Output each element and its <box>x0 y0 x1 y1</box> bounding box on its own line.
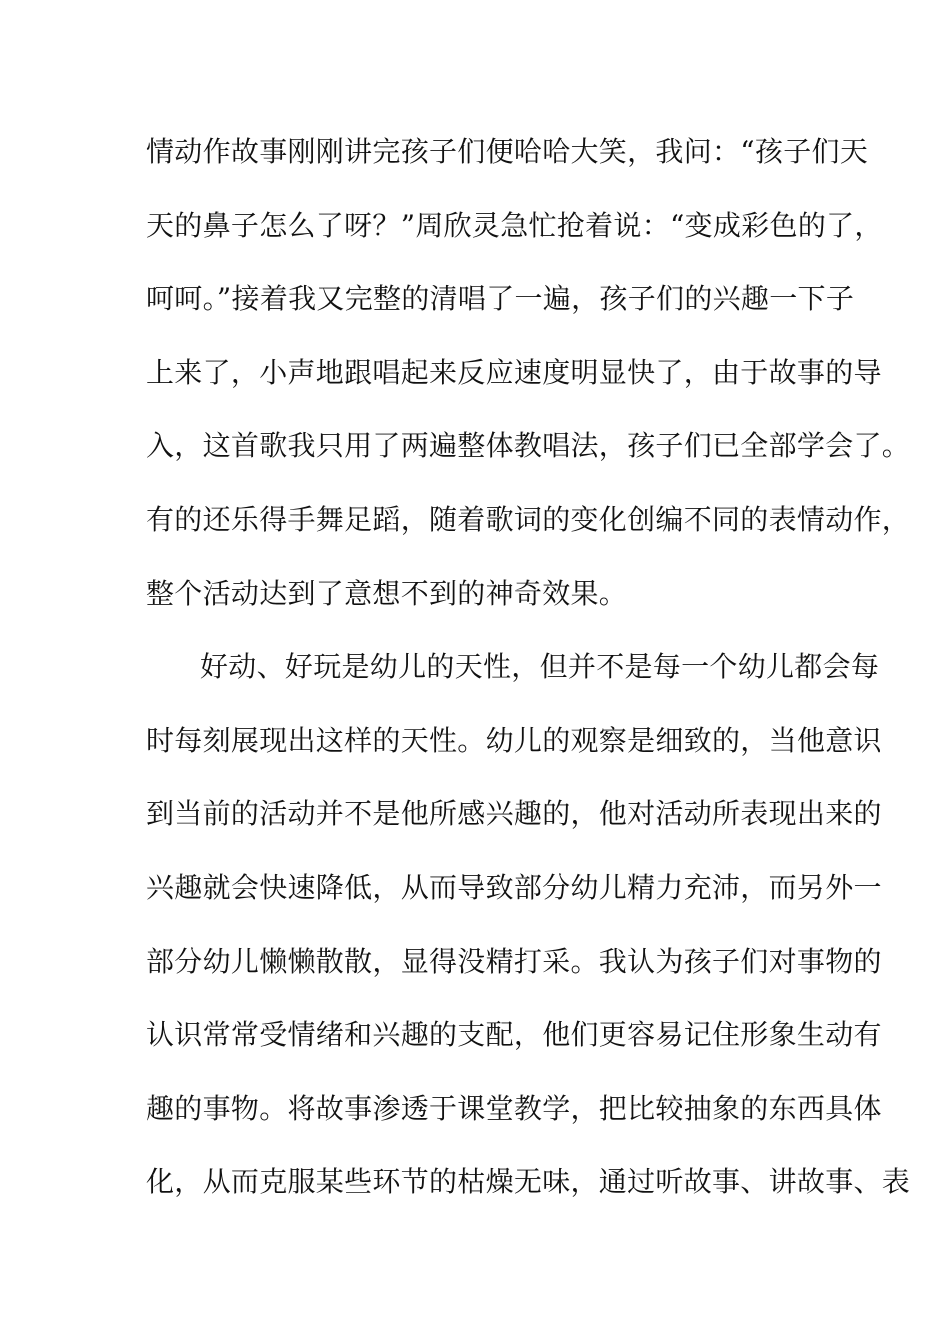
text-line-2: 天的鼻子怎么了呀？”周欣灵急忙抢着说：“变成彩色的了， <box>146 208 883 242</box>
text-line-5: 入，这首歌我只用了两遍整体教唱法，孩子们已全部学会了。 <box>146 429 911 463</box>
text-line-9: 时每刻展现出这样的天性。幼儿的观察是细致的，当他意识 <box>146 723 882 757</box>
text-line-11: 兴趣就会快速降低，从而导致部分幼儿精力充沛，而另外一 <box>146 870 882 904</box>
text-line-14: 趣的事物。将故事渗透于课堂教学，把比较抽象的东西具体 <box>146 1091 882 1125</box>
text-line-7: 整个活动达到了意想不到的神奇效果。 <box>146 576 628 610</box>
text-line-10: 到当前的活动并不是他所感兴趣的，他对活动所表现出来的 <box>146 797 882 831</box>
text-line-1: 情动作故事刚刚讲完孩子们便哈哈大笑，我问：“孩子们天 <box>146 135 869 168</box>
text-line-12: 部分幼儿懒懒散散，显得没精打采。我认为孩子们对事物的 <box>146 944 882 978</box>
body-text <box>146 126 911 1230</box>
paragraph-start-line: 好动、好玩是幼儿的天性，但并不是每一个幼儿都会每 <box>200 650 880 684</box>
text-line-3: 呵呵。”接着我又完整的清唱了一遍，孩子们的兴趣一下子 <box>146 282 855 316</box>
text-line-4: 上来了，小声地跟唱起来反应速度明显快了，由于故事的导 <box>146 355 882 389</box>
text-line-15: 化，从而克服某些环节的枯燥无味，通过听故事、讲故事、表 <box>146 1165 911 1199</box>
text-line-13: 认识常常受情绪和兴趣的支配，他们更容易记住形象生动有 <box>146 1018 882 1052</box>
text-line-6: 有的还乐得手舞足蹈，随着歌词的变化创编不同的表情动作， <box>146 502 911 536</box>
